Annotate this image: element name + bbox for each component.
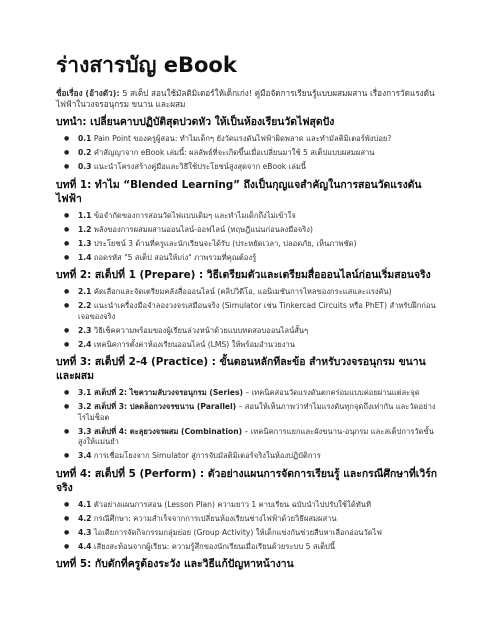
- list-item: [78, 134, 440, 145]
- item-text: วิธีเช็คความพร้อมของผู้เรียนล่วงหน้าด้วยแบบทดสอบออนไลน์สั้นๆ: [91, 325, 309, 335]
- section-heading: บทที่ 5: กับดักที่ครูต้องระวัง และวิธีแก้ปัญหาหน้างาน: [56, 558, 294, 570]
- item-key: 4.2: [78, 513, 92, 523]
- subtitle-text: 5 สเต็ป สอนใช้มัลติมิเตอร์ให้เด็กเก่ง! คู่มือจัดการเรียนรู้แบบผสมผสาน เรื่องการวัดแรงดันไฟฟ้าในวงจรอนุกรม ขนาน และผสม: [56, 88, 435, 109]
- item-text: เทคนิคการตั้งค่าห้องเรียนออนไลน์ (LMS) ให้พร้อมอำนวยงาน: [91, 339, 295, 349]
- item-text: ประโยชน์ 3 ด้านที่ครูและนักเรียนจะได้รับ (ประหยัดเวลา, ปลอดภัย, เห็นภาพชัด): [91, 238, 357, 248]
- item-text: พลังของการผสมผสานออนไลน์-ออฟไลน์ (ทฤษฎีแน่นก่อนลงมือจริง): [91, 224, 313, 234]
- document-title: ร่างสารบัญ eBook: [56, 53, 237, 77]
- item-text: – เทคนิคสอนวัดแรงดันตกคร่อมแบบค่อยผ่านแต่ละจุด: [242, 388, 420, 397]
- item-text: ข้อจำกัดของการสอนวัดไฟแบบเดิมๆ และทำไมเด็กถึงไม่เข้าใจ: [91, 210, 296, 220]
- item-key: 3.4: [78, 451, 92, 460]
- section-chapter-1: [56, 178, 440, 264]
- list-item: [78, 326, 440, 337]
- item-text: ถอดรหัส "5 สเต็ป สอนให้เก่ง" ภาพรวมที่คุณต้องรู้: [91, 252, 257, 262]
- section-chapter-2: [56, 268, 440, 350]
- item-text: แนะนำเครื่องมือจำลองวงจรเสมือนจริง (Simulator เช่น Tinkercad Circuits หรือ PhET) สำหรับฝึกก่อนเจอของจริง: [78, 301, 436, 321]
- list-item: [78, 514, 440, 525]
- item-key: 1.2: [78, 224, 92, 234]
- list-item: [78, 253, 440, 264]
- section-intro: [56, 115, 440, 173]
- section-list: [56, 134, 440, 173]
- list-item: [78, 225, 440, 236]
- list-item: [78, 340, 440, 351]
- list-item: [78, 388, 440, 399]
- item-text: – เทคนิคการแยกและผังขนาน-อนุกรม และสเต็ปการวัดขั้นสูงให้แม่นยำ: [78, 426, 434, 446]
- list-item: [78, 500, 440, 511]
- item-key: 0.1: [78, 134, 92, 143]
- list-item: [78, 528, 440, 539]
- item-text: กรณีศึกษา: ความสำเร็จจากการเปลี่ยนห้องเรียนช่างไฟฟ้าด้วยวิธีผสมผสาน: [91, 513, 337, 523]
- item-text: – สอนให้เห็นภาพว่าทำไมแรงดันทุกจุดถึงเท่ากัน และวัดอย่างไรไม่ช็อต: [78, 402, 436, 422]
- item-text: ตัวอย่างแผนการสอน (Lesson Plan) ความยาว 1 คาบเรียน ฉบับนำไปปรับใช้ได้ทันที: [91, 499, 371, 509]
- section-heading: บทที่ 1: ทำไม “Blended Learning” ถึงเป็นกุญแจสำคัญในการสอนวัดแรงดันไฟฟ้า: [56, 178, 422, 205]
- item-key: 0.3: [78, 162, 92, 171]
- item-text: Pain Point ของครูผู้สอน: ทำไมเด็กๆ ยังวัดแรงดันไฟฟ้าผิดพลาด และทำมัลติมิเตอร์พังบ่อย?: [91, 134, 392, 143]
- document-subtitle: [56, 88, 440, 110]
- list-item: [78, 451, 440, 462]
- list-item: [78, 287, 440, 298]
- item-text: ไอเดียการจัดกิจกรรมกลุ่มย่อย (Group Activity) ให้เด็กแข่งกันช่วยสืบหาเลือกอ่อนวัดไฟ: [91, 527, 382, 537]
- item-key: 3.1 สเต็ปที่ 2: ไขความลับวงจรอนุกรม (Series): [78, 388, 243, 397]
- section-list: [56, 211, 440, 264]
- item-text: คำสัญญาจาก eBook เล่มนี้: ผลลัพธ์ที่จะเกิดขึ้นเมื่อเปลี่ยนมาใช้ 5 สเต็ปแบบผสมผสาน: [91, 148, 375, 157]
- section-heading: บทที่ 3: สเต็ปที่ 2-4 (Practice) : ขั้นตอนหลักทีละข้อ สำหรับวงจรอนุกรม ขนาน และผสม: [56, 356, 426, 382]
- list-item: [78, 301, 440, 322]
- item-key: 2.2: [78, 301, 92, 310]
- list-item: [78, 542, 440, 553]
- section-list: [56, 287, 440, 350]
- section-heading: บทนำ: เปลี่ยนคาบปฏิบัติสุดปวดหัว ให้เป็นห้องเรียนวัดไฟสุดปัง: [56, 116, 335, 128]
- item-text: คัดเลือกและจัดเตรียมคลังสื่อออนไลน์ (คลิปวิดีโอ, แอนิเมชันการไหลของกระแสและแรงดัน): [91, 287, 392, 296]
- item-key: 0.2: [78, 148, 92, 157]
- item-text: การเชื่อมโยงจาก Simulator สู่การจับมัลติมิเตอร์จริงในห้องปฏิบัติการ: [91, 451, 321, 460]
- section-heading: บทที่ 4: สเต็ปที่ 5 (Perform) : ตัวอย่างแผนการจัดการเรียนรู้ และกรณีศึกษาที่เวิร์กจริง: [56, 467, 438, 494]
- item-key: 3.2 สเต็ปที่ 3: ปลดล็อกวงจรขนาน (Parallel): [78, 402, 237, 411]
- item-text: เสียงสะท้อนจากผู้เรียน: ความรู้สึกของนักเรียนเมื่อเรียนด้วยระบบ 5 สเต็ปนี้: [91, 541, 336, 551]
- item-key: 2.4: [78, 339, 92, 349]
- list-item: [78, 148, 440, 159]
- section-chapter-4: [56, 467, 440, 553]
- item-text: แนะนำโครงสร้างคู่มือและวิธีใช้ประโยชน์สูงสุดจาก eBook เล่มนี้: [91, 162, 307, 171]
- subtitle-label: ชื่อเรื่อง (อ้างตัว):: [56, 88, 120, 98]
- list-item: [78, 427, 440, 448]
- item-key: 1.1: [78, 210, 92, 220]
- list-item: [78, 211, 440, 222]
- list-item: [78, 402, 440, 423]
- item-key: 3.3 สเต็ปที่ 4: ตะลุยวงจรผสม (Combination): [78, 426, 243, 436]
- item-key: 1.3: [78, 238, 92, 248]
- item-key: 4.1: [78, 499, 92, 509]
- section-list: [56, 500, 440, 553]
- section-chapter-3: [56, 355, 440, 462]
- list-item: [78, 239, 440, 250]
- section-list: [56, 388, 440, 462]
- item-key: 4.3: [78, 527, 92, 537]
- item-key: 4.4: [78, 541, 92, 551]
- item-key: 1.4: [78, 252, 92, 262]
- list-item: [78, 162, 440, 173]
- item-key: 2.3: [78, 325, 92, 335]
- item-key: 2.1: [78, 287, 92, 296]
- section-chapter-5: [56, 557, 440, 571]
- section-heading: บทที่ 2: สเต็ปที่ 1 (Prepare) : วิธีเตรียมตัวและเตรียมสื่อออนไลน์ก่อนเริ่มสอนจริง: [56, 269, 431, 281]
